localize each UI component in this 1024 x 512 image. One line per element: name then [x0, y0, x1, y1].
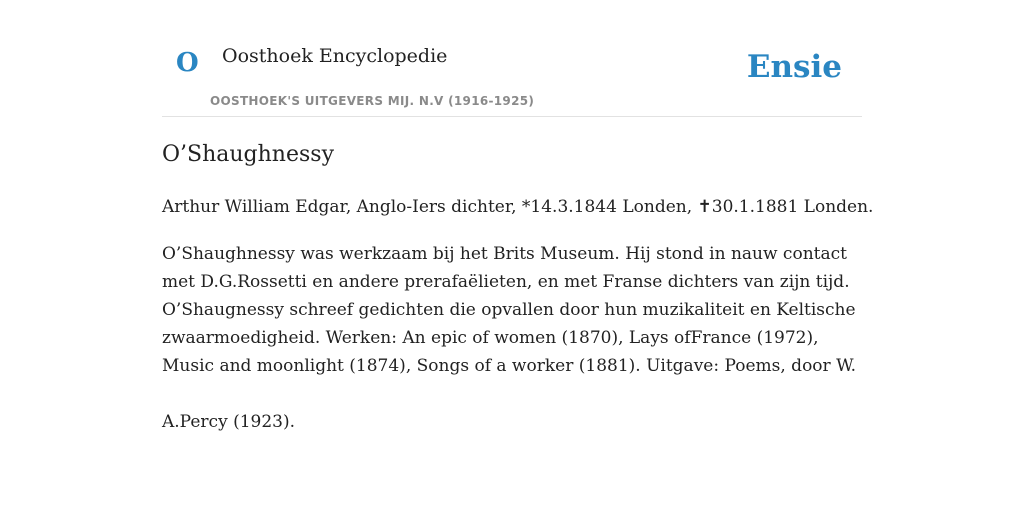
encyclopedia-header	[162, 0, 862, 117]
index-letter[interactable]: O	[176, 48, 199, 78]
article-body: O’Shaughnessy was werkzaam bij het Brits Museum. Hij stond in nauw contact met D.G.Rossetti en andere prerafaëlieten, en met Franse dichters van zijn tijd. O’Shaugnessy schreef gedichten die opvallen door hun muzikaliteit en Keltische zwaarmoedigheid. Werken: An epic of women (1870), Lays ofFrance (1972), Music and moonlight (1874), Songs of a worker (1881). Uitgave: Poems, door W.	[162, 244, 856, 376]
article-lead: Arthur William Edgar, Anglo-Iers dichter, *14.3.1844 Londen, ✝30.1.1881 Londen.	[162, 197, 874, 217]
article	[162, 140, 874, 436]
article-title: O’Shaughnessy	[162, 142, 335, 167]
article-trailing-text: A.Percy (1923).	[162, 412, 296, 432]
ensie-logo-link[interactable]: Ensie	[746, 49, 842, 85]
encyclopedia-title[interactable]: Oosthoek Encyclopedie	[222, 45, 448, 67]
publisher-subtitle: OOSTHOEK'S UITGEVERS MIJ. N.V (1916-1925)	[210, 94, 535, 108]
